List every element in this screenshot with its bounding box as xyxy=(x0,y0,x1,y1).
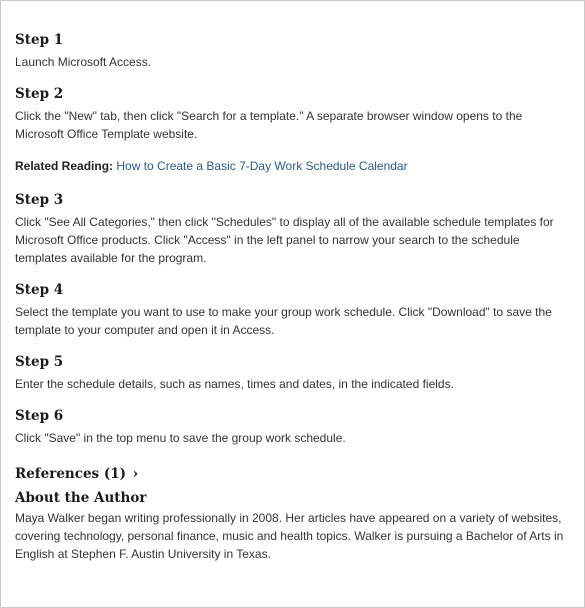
step-block-5 xyxy=(15,353,571,393)
step-block-6 xyxy=(15,407,571,447)
references-toggle[interactable] xyxy=(15,465,571,483)
step-text: Click the "New" tab, then click "Search for a template." A separate browser window opens to the Microsoft Office Template website. xyxy=(15,109,523,141)
step-heading: Step 4 xyxy=(15,282,64,298)
step-block-4 xyxy=(15,281,571,339)
related-reading-label: Related Reading: xyxy=(15,159,114,173)
step-block-1 xyxy=(15,31,571,71)
step-heading: Step 3 xyxy=(15,192,64,208)
step-block-2 xyxy=(15,85,571,143)
step-heading: Step 1 xyxy=(15,32,64,48)
about-author-heading: About the Author xyxy=(15,490,147,506)
step-text: Select the template you want to use to make your group work schedule. Click "Download" to save the template to your computer and open it in Access. xyxy=(15,305,552,337)
article-content xyxy=(15,31,571,563)
step-text: Click "Save" in the top menu to save the group work schedule. xyxy=(15,431,346,445)
step-text: Click "See All Categories," then click "Schedules" to display all of the available schedule templates for Microsoft Office products. Click "Access" in the left panel to narrow your search to the schedule templates available for the program. xyxy=(15,215,554,265)
references-label: References (1) xyxy=(15,466,126,482)
author-bio: Maya Walker began writing professionally in 2008. Her articles have appeared on a variety of websites, covering technology, personal finance, music and health topics. Walker is pursuing a Bachelor of Arts in English at Stephen F. Austin University in Texas. xyxy=(15,511,564,561)
related-reading xyxy=(15,157,571,175)
step-heading: Step 5 xyxy=(15,354,64,370)
chevron-right-icon: › xyxy=(132,466,139,482)
step-text: Enter the schedule details, such as names, times and dates, in the indicated fields. xyxy=(15,377,454,391)
step-heading: Step 6 xyxy=(15,408,64,424)
related-reading-link[interactable]: How to Create a Basic 7-Day Work Schedule Calendar xyxy=(116,159,408,173)
step-block-3 xyxy=(15,191,571,267)
step-heading: Step 2 xyxy=(15,86,64,102)
step-text: Launch Microsoft Access. xyxy=(15,55,152,69)
